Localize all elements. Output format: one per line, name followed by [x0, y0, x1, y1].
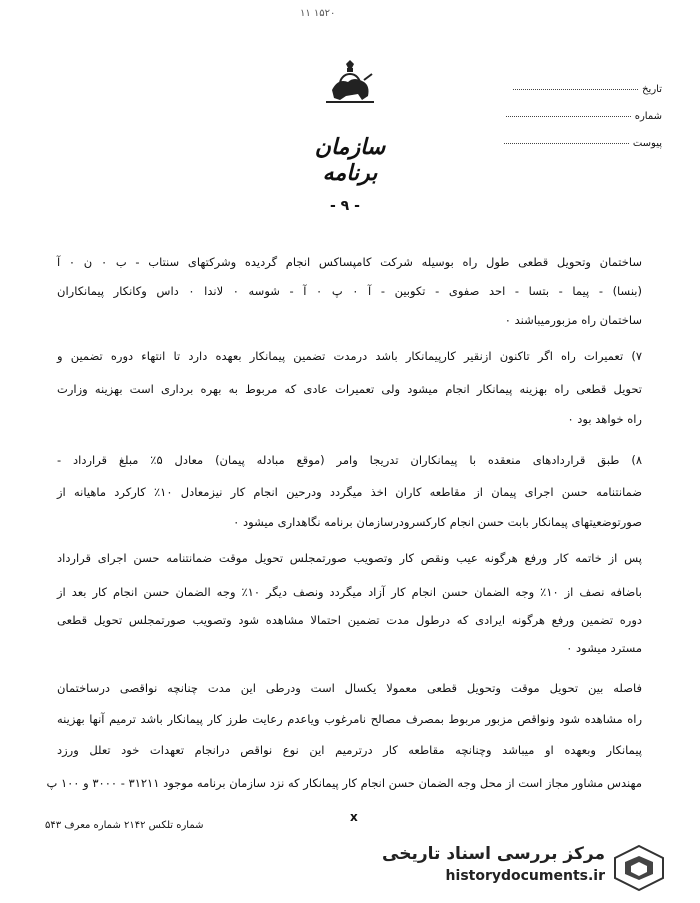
- watermark-title: مرکز بررسی اسناد تاریخی: [382, 844, 605, 864]
- body-line: مسترد میشود ۰: [566, 641, 642, 655]
- organization-name: سازمان برنامه: [314, 134, 386, 186]
- date-dotted-line: [513, 89, 638, 90]
- attachment-dotted-line: [504, 143, 629, 144]
- body-line: باضافه نصف از ۱۰٪ وجه الضمان حسن انجام کار آزاد میگردد ونصف دیگر ۱۰٪ وجه الضمان حسن انجام کار بعد از: [57, 585, 642, 599]
- body-line: فاصله بین تحویل موقت وتحویل قطعی معمولا یکسال است ودرطی این مدت چنانچه نواقصی درساختمان: [57, 681, 642, 695]
- attachment-label: پیوست: [632, 138, 662, 149]
- body-line: راه مشاهده شود ونواقص مزبور مربوط بمصرف مصالح نامرغوب ویاعدم رعایت طرز کار پیمانکار باشد ترمیم آنها بهزینه: [57, 712, 642, 726]
- body-line: ۸) طبق قراردادهای منعقده با پیمانکاران تدریجا وامر (موقع مبادله پیمان) معادل ۵٪ مبلغ قرارداد -: [57, 453, 642, 467]
- body-line: مهندس مشاور مجاز است از محل وجه الضمان حسن انجام کار پیمانکار که نزد سازمان برنامه موجود ۳۱۲۱۱ - ۳۰۰۰ و ۱۰۰ پ: [46, 776, 642, 790]
- body-line: ۷) تعمیرات راه اگر تاکنون ازنقیر کارپیمانکار باشد درمدت تضمین پیمانکار بعهده دارد تا انتهاء دوره تضمین و: [57, 349, 642, 363]
- body-line: ساختمان وتحویل قطعی طول راه بوسیله شرکت کامپساکس انجام گردیده وشرکتهای سنتاب - ب ۰ ن ۰ آ: [57, 255, 642, 269]
- date-field: [513, 84, 662, 95]
- watermark: [382, 842, 675, 894]
- footer-mark: x: [350, 810, 358, 824]
- body-line: ضمانتنامه حسن اجرای پیمان از مقاطعه کاران اخذ میگردد ودرحین انجام کار نیزمعادل ۱۰٪ کارکرد ماهیانه از: [57, 485, 642, 499]
- body-line: (بنسا) - پیما - بتسا - احد صفوی - تکوبین - آ ۰ پ ۰ آ - شوسه ۰ لاندا ۰ داس وکانکار پیمانکاران: [57, 284, 642, 298]
- number-dotted-line: [506, 116, 631, 117]
- date-label: تاریخ: [642, 84, 662, 95]
- body-line: راه خواهد بود ۰: [567, 412, 642, 426]
- archive-logo-icon: [613, 844, 665, 892]
- body-line: پیمانکار وبعهده او میباشد وچنانچه مقاطعه کار درترمیم این نوع نواقص درانجام تعهدات خود تعلل ورزد: [57, 743, 642, 757]
- number-label: شماره: [634, 111, 662, 122]
- body-line: دوره تضمین ورفع هرگونه ایرادی که درطول مدت تضمین احتمالا مشاهده شود وتصویب صورتمجلس تحویل قطعی: [57, 613, 642, 627]
- attachment-field: [504, 138, 662, 149]
- body-line: ساختمان راه مزبورمیباشند ۰: [504, 313, 642, 327]
- body-line: تحویل قطعی راه بهزینه پیمانکار انجام میشود ولی تعمیرات عادی که مربوط به بهره برداری است بهزینه وزارت: [57, 382, 642, 396]
- telex-footer: شماره تلکس ۲۱۴۲ شماره معرف ۵۴۳: [45, 820, 204, 831]
- lion-and-sun-emblem-icon: [318, 60, 382, 106]
- number-field: [506, 111, 662, 122]
- handwritten-reference: ۱۱ ۱۵۲۰: [300, 8, 336, 19]
- page-number: - ۹ -: [330, 198, 360, 214]
- watermark-url: historydocuments.ir: [445, 868, 605, 884]
- body-line: پس از خاتمه کار ورفع هرگونه عیب ونقص کار وتصویب صورتمجلس تحویل موقت ضمانتنامه حسن اجرای قرارداد: [57, 551, 642, 565]
- body-line: صورتوضعیتهای پیمانکار بابت حسن انجام کارکسرودرسازمان برنامه نگاهداری میشود ۰: [233, 515, 642, 529]
